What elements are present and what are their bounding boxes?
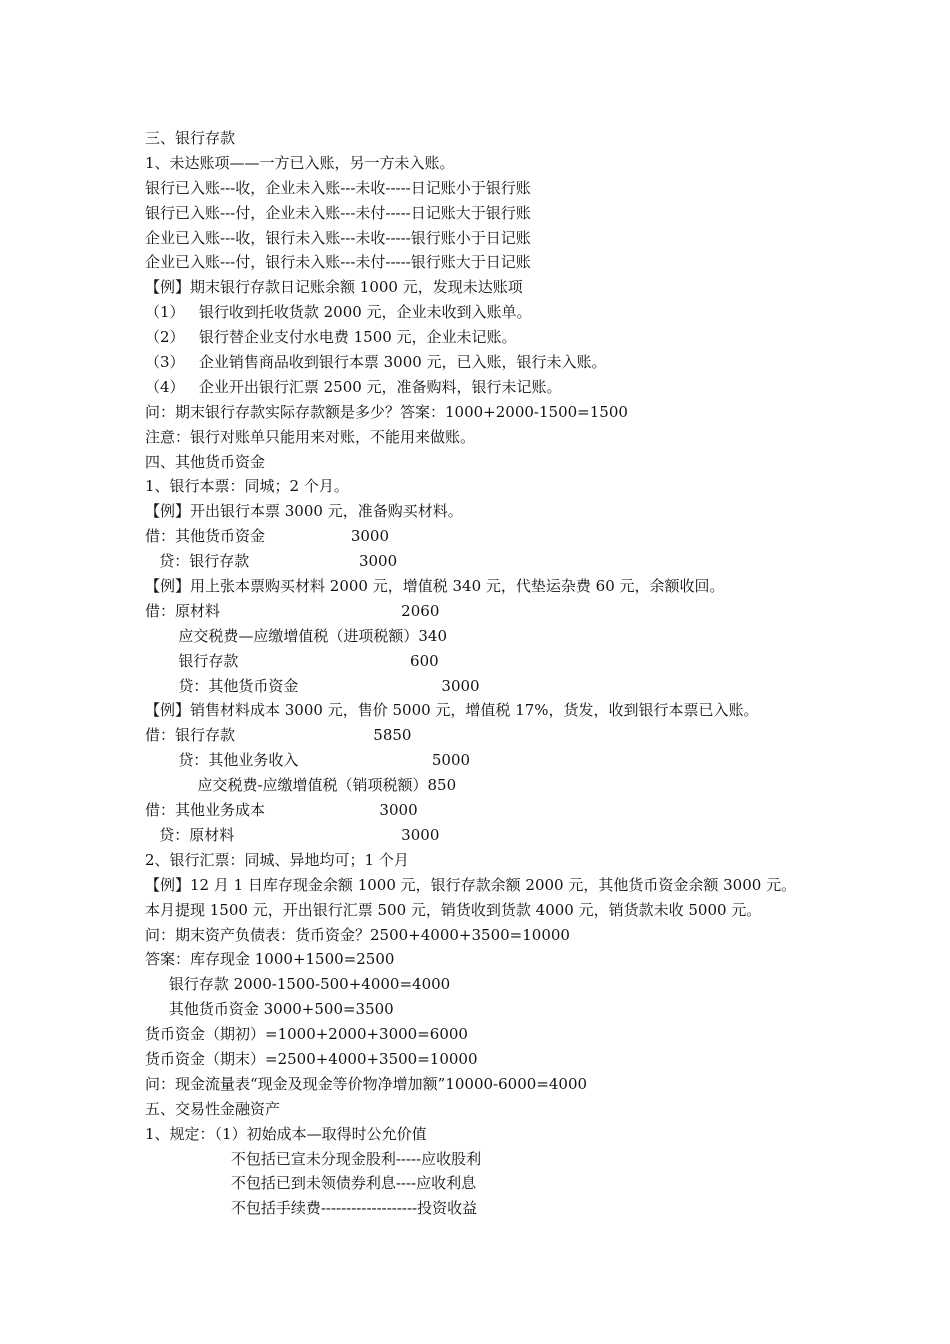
text-line: 货币资金（期初）=1000+2000+3000=6000 xyxy=(145,1025,468,1044)
section-heading-trading-financial-assets: 五、交易性金融资产 xyxy=(145,1099,281,1118)
example-line: 【例】用上张本票购买材料 2000 元，增值税 340 元，代垫运杂费 60 元，余额收回。 xyxy=(145,577,725,596)
journal-entry-line: 借：银行存款 5850 xyxy=(145,726,412,745)
section-heading-other-monetary-funds: 四、其他货币资金 xyxy=(145,452,266,471)
text-line: 1、规定：（1）初始成本—取得时公允价值 xyxy=(145,1124,427,1143)
text-line: 1、银行本票：同城；2 个月。 xyxy=(145,477,349,496)
journal-entry-line: 借：其他货币资金 3000 xyxy=(145,527,389,546)
journal-entry-line: 贷：原材料 3000 xyxy=(145,825,440,844)
journal-entry-line: 应交税费—应缴增值税（进项税额）340 xyxy=(145,626,448,645)
journal-entry-line: 借：其他业务成本 3000 xyxy=(145,801,418,820)
text-line: 企业已入账---收，银行未入账---未收-----银行账小于日记账 xyxy=(145,228,531,247)
journal-entry-line: 借：原材料 2060 xyxy=(145,601,440,620)
question-line: 问：期末银行存款实际存款额是多少？答案：1000+2000-1500=1500 xyxy=(145,402,628,421)
example-line: 【例】期末银行存款日记账余额 1000 元，发现未达账项 xyxy=(145,278,523,297)
text-line: 1、未达账项——一方已入账，另一方未入账。 xyxy=(145,153,455,172)
answer-line: 银行存款 2000-1500-500+4000=4000 xyxy=(145,975,451,994)
document-body xyxy=(145,126,865,1221)
section-heading-bank-deposit: 三、银行存款 xyxy=(145,129,236,147)
journal-entry-line: 贷：其他业务收入 5000 xyxy=(145,751,471,770)
text-line: 不包括手续费-------------------投资收益 xyxy=(145,1199,478,1218)
list-item: （1） 银行收到托收货款 2000 元，企业未收到入账单。 xyxy=(145,303,532,322)
journal-entry-line: 应交税费-应缴增值税（销项税额）850 xyxy=(145,776,457,795)
text-line: 2、银行汇票：同城、异地均可；1 个月 xyxy=(145,850,409,869)
example-line: 【例】开出银行本票 3000 元，准备购买材料。 xyxy=(145,502,463,521)
text-line: 企业已入账---付，银行未入账---未付-----银行账大于日记账 xyxy=(145,253,531,272)
text-line: 不包括已到未领债券利息----应收利息 xyxy=(145,1174,477,1193)
question-line: 问：期末资产负债表：货币资金？2500+4000+3500=10000 xyxy=(145,925,570,944)
list-item: （2） 银行替企业支付水电费 1500 元，企业未记账。 xyxy=(145,328,517,347)
text-line: 本月提现 1500 元，开出银行汇票 500 元，销货收到货款 4000 元，销货款未收 5000 元。 xyxy=(145,900,762,919)
list-item: （4） 企业开出银行汇票 2500 元，准备购料，银行未记账。 xyxy=(145,377,562,396)
example-line: 【例】12 月 1 日库存现金余额 1000 元，银行存款余额 2000 元，其他货币资金余额 3000 元。 xyxy=(145,875,797,894)
journal-entry-line: 贷：银行存款 3000 xyxy=(145,552,398,571)
text-line: 货币资金（期末）=2500+4000+3500=10000 xyxy=(145,1049,478,1068)
journal-entry-line: 银行存款 600 xyxy=(145,651,439,670)
list-item: （3） 企业销售商品收到银行本票 3000 元，已入账，银行未入账。 xyxy=(145,353,607,372)
text-line: 不包括已宣未分现金股利-----应收股利 xyxy=(145,1149,482,1168)
journal-entry-line: 贷：其他货币资金 3000 xyxy=(145,676,480,695)
text-line: 银行已入账---付，企业未入账---未付-----日记账大于银行账 xyxy=(145,203,531,222)
example-line: 【例】销售材料成本 3000 元，售价 5000 元，增值税 17%，货发，收到银行本票已入账。 xyxy=(145,701,759,720)
answer-line: 答案：库存现金 1000+1500=2500 xyxy=(145,950,395,969)
text-line: 银行已入账---收，企业未入账---未收-----日记账小于银行账 xyxy=(145,178,531,197)
answer-line: 其他货币资金 3000+500=3500 xyxy=(145,1000,394,1019)
note-line: 注意：银行对账单只能用来对账，不能用来做账。 xyxy=(145,427,476,446)
question-line: 问：现金流量表“现金及现金等价物净增加额”10000-6000=4000 xyxy=(145,1074,588,1093)
